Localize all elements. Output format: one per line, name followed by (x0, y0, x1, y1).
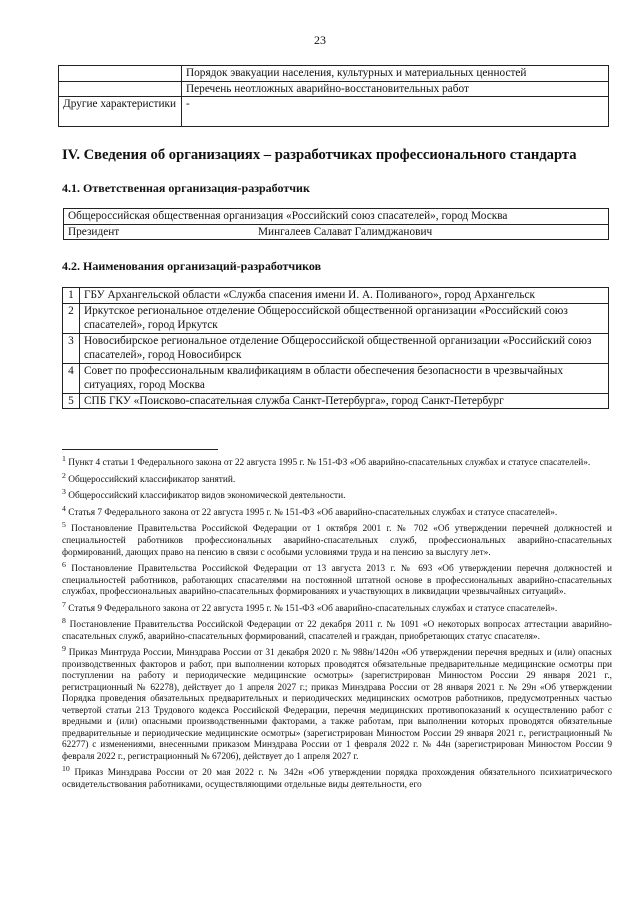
footnote-mark: 9 (62, 644, 66, 654)
org-name: ГБУ Архангельской области «Служба спасения имени И. А. Поливаного», город Архангельск (80, 288, 609, 304)
subsection-heading-developers: 4.2. Наименования организаций-разработчиков (62, 259, 322, 273)
footnote-mark: 4 (62, 503, 66, 513)
org-name: Новосибирское региональное отделение Общероссийской общественной организации «Российский союз спасателей», город Новосибирск (80, 333, 609, 363)
org-number: 3 (63, 333, 80, 363)
table-cell-label: Другие характеристики (59, 97, 182, 127)
footnote-mark: 3 (62, 487, 66, 497)
table-row (63, 363, 609, 393)
table-row (63, 393, 609, 409)
table-row (59, 97, 609, 127)
footnote-mark: 6 (62, 560, 66, 570)
footnote-text: Постановление Правительства Российской Федерации от 13 августа 2013 г. № 693 «Об утверждении перечня должностей и специальностей работников, работающих спасателями на постоянной штатной основе в профессиональных аварийно-спасательных службах, профессиональных аварийно-спасательных формированиях и участвующих в ликвидации чрезвычайных ситуаций». (62, 564, 612, 598)
org-number: 2 (63, 303, 80, 333)
footnote (62, 615, 612, 643)
table-row (63, 333, 609, 363)
org-name: Иркутское региональное отделение Общероссийской общественной организации «Российский союз спасателей», город Иркутск (80, 303, 609, 333)
footnote-mark: 7 (62, 599, 66, 609)
section-title: IV. Сведения об организациях – разработчиках профессионального стандарта (62, 147, 577, 163)
subsection-heading-responsible: 4.1. Ответственная организация-разработчик (62, 181, 310, 195)
footnote (62, 519, 612, 559)
footnote (62, 559, 612, 599)
footnote (62, 453, 612, 470)
footnote-text: Пункт 4 статьи 1 Федерального закона от 22 августа 1995 г. № 151-ФЗ «Об аварийно-спасательных службах и статусе спасателей». (68, 458, 591, 469)
footnote (62, 486, 612, 503)
footnote-mark: 10 (62, 764, 70, 774)
table-cell-label (59, 81, 182, 97)
footnote (62, 503, 612, 520)
table-row (59, 66, 609, 82)
footnote-mark: 2 (62, 470, 66, 480)
footnote-text: Статья 7 Федерального закона от 22 августа 1995 г. № 151-ФЗ «Об аварийно-спасательных службах и статусе спасателей». (68, 507, 558, 518)
footnote-separator (62, 449, 218, 450)
page-number: 23 (314, 33, 326, 47)
footnote-text: Статья 9 Федерального закона от 22 августа 1995 г. № 151-ФЗ «Об аварийно-спасательных службах и статусе спасателей». (68, 603, 558, 614)
table-cell-text: Перечень неотложных аварийно-восстановительных работ (182, 81, 609, 97)
table-cell-text: Порядок эвакуации населения, культурных и материальных ценностей (182, 66, 609, 82)
footnote-mark: 5 (62, 520, 66, 530)
org-name: Совет по профессиональным квалификациям в области обеспечения безопасности в чрезвычайных ситуациях, город Москва (80, 363, 609, 393)
org-number: 5 (63, 393, 80, 409)
table-row (59, 81, 609, 97)
characteristics-table (58, 65, 609, 127)
footnote-text: Приказ Минтруда России, Минздрава России от 31 декабря 2020 г. № 988н/1420н «Об утверждении перечня вредных и (или) опасных производственных факторов и работ, при выполнении которых проводятся обязательные предварительные медицинские осмотры при поступлении на работу и периодические медицинские осмотры» (зарегистрирован Минюстом России 29 января 2021 г., регистрационный № 62278), действует до 1 апреля 2027 г.; приказ Минздрава России от 28 января 2021 г. № 29н «Об утверждении Порядка проведения обязательных предварительных и периодических медицинских осмотров работников, предусмотренных частью четвертой статьи 213 Трудового кодекса Российской Федерации, перечня медицинских противопоказаний к осуществлению работ с вредными и (или) опасными производственными факторами, а также работам, при выполнении которых проводятся обязательные предварительные и периодические медицинские осмотры» (зарегистрирован Минюстом России 29 января 2021 г., регистрационный № 62277) с изменениями, внесенными приказом Минздрава России от 1 февраля 2022 г. № 44н (зарегистрирован Минюстом России 9 февраля 2022 г., регистрационный № 67206), действует до 1 апреля 2027 г. (62, 648, 613, 762)
table-cell-label (59, 66, 182, 82)
footnote (62, 763, 612, 791)
footnote (62, 599, 612, 616)
table-row (64, 209, 609, 225)
footnote-mark: 8 (62, 616, 66, 626)
footnote (62, 643, 612, 763)
footnote-text: Приказ Минздрава России от 20 мая 2022 г. № 342н «Об утверждении порядка прохождения обязательного психиатрического освидетельствования работниками, осуществляющими отдельные виды деятельности, его (62, 768, 612, 791)
footnotes (62, 453, 612, 792)
responsible-org-name: Общероссийская общественная организация «Российский союз спасателей», город Москва (64, 209, 609, 225)
table-cell-text: - (182, 97, 609, 127)
responsible-person-name: Мингалеев Салават Галимджанович (258, 225, 433, 238)
org-number: 4 (63, 363, 80, 393)
org-number: 1 (63, 288, 80, 304)
responsible-person-cell (64, 224, 609, 240)
footnote (62, 470, 612, 487)
developer-orgs-table (62, 287, 609, 409)
footnote-text: Общероссийский классификатор занятий. (68, 474, 236, 485)
footnote-text: Постановление Правительства Российской Федерации от 22 декабря 2011 г. № 1091 «О некоторых вопросах аттестации аварийно-спасательных служб, аварийно-спасательных формирований, спасателей и граждан, приобретающих статус спасателя». (62, 620, 613, 642)
footnote-text: Общероссийский классификатор видов экономической деятельности. (68, 491, 346, 502)
table-row (64, 224, 609, 240)
responsible-org-table (63, 208, 609, 240)
org-name: СПБ ГКУ «Поисково-спасательная служба Санкт-Петербурга», город Санкт-Петербург (80, 393, 609, 409)
footnote-mark: 1 (62, 454, 66, 463)
table-row (63, 303, 609, 333)
table-row (63, 288, 609, 304)
footnote-text: Постановление Правительства Российской Федерации от 1 октября 2001 г. № 702 «Об утверждении перечней должностей и специальностей работников профессиональных аварийно-спасательных служб, профессиональных аварийно-спасательных формирований, дающих право на пенсию в связи с особыми условиями труда и на пенсию за выслугу лет». (62, 524, 612, 558)
responsible-position: Президент (68, 225, 120, 238)
